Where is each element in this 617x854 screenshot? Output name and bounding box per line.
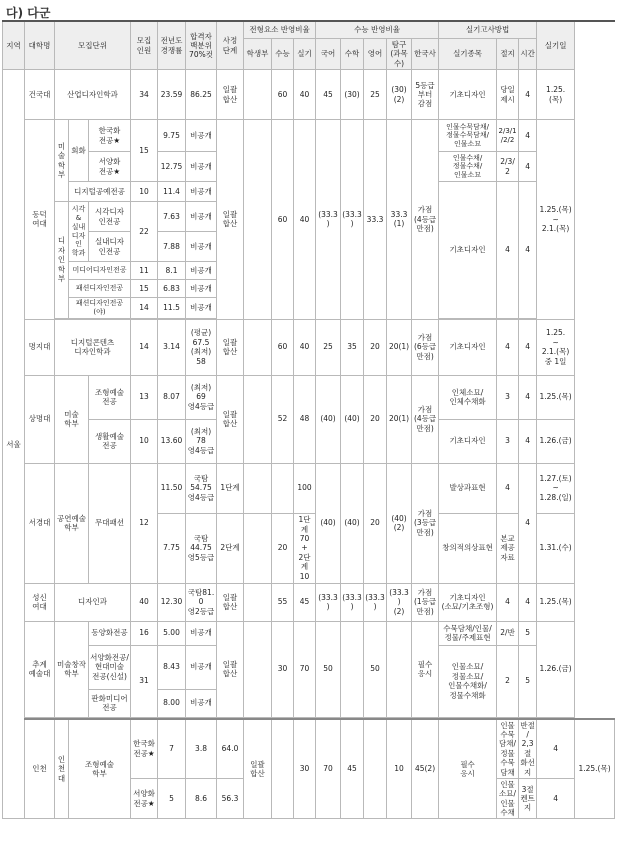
item-cell: 인물수묵담채/ 정물수묵담채	[497, 719, 519, 779]
inq-cell: 20(1)	[387, 319, 412, 375]
item-cell: 인물소묘/ 인물수채	[497, 778, 519, 819]
math-cell	[341, 621, 364, 717]
cut-cell: 비공개	[186, 182, 217, 202]
unit-major: 패션디자인전공(야)	[69, 298, 131, 319]
eng-cell: 20	[364, 375, 387, 463]
school-cell	[244, 70, 272, 120]
hist-cell: 필수 응시	[412, 621, 439, 717]
prac-cell: 48	[294, 375, 316, 463]
comp-cell: 8.6	[186, 778, 217, 819]
cut-cell: 국탐81.0 영2등급	[186, 583, 217, 621]
paper-cell: 4	[497, 319, 519, 375]
univ-cell: 건국대	[25, 70, 55, 120]
header-paper: 절지	[497, 39, 519, 70]
header-ratio-group: 전형요소 반영비율	[244, 21, 316, 39]
time-cell: 4	[537, 719, 575, 779]
stage-cell: 일괄 합산	[217, 621, 244, 717]
header-item: 실기종목	[439, 39, 497, 70]
school-cell	[244, 513, 272, 583]
time-cell: 5	[519, 645, 537, 717]
comp-cell: 5.00	[158, 621, 186, 645]
time-cell: 5	[519, 621, 537, 645]
cut-cell: 비공개	[186, 645, 217, 689]
univ-cell: 성신 여대	[25, 583, 55, 621]
header-csat: 수능	[272, 39, 294, 70]
cut-cell: (최저) 78 영4등급	[186, 419, 217, 463]
header-prev-comp: 전년도 경쟁률	[158, 21, 186, 70]
school-cell	[244, 463, 272, 513]
eng-cell: 50	[364, 621, 387, 717]
hist-cell: 가점 (3등급 만점)	[412, 463, 439, 583]
table-row	[3, 621, 615, 645]
inq-cell: (30) (2)	[387, 70, 412, 120]
time-cell: 4	[519, 319, 537, 375]
prac-cell: 40	[294, 319, 316, 375]
table-row	[3, 583, 615, 621]
header-quota: 모집 인원	[131, 21, 158, 70]
kor-cell: 45	[341, 719, 364, 819]
time-cell: 4	[519, 70, 537, 120]
eng-cell: (33.3)	[364, 583, 387, 621]
quota-cell: 12	[131, 463, 158, 583]
kor-cell: 50	[316, 621, 341, 717]
item-cell: 인물수채/정물수채/인물소묘	[439, 152, 497, 182]
univ-cell: 상명대	[25, 375, 55, 463]
prac-cell: 45	[294, 583, 316, 621]
paper-cell: 2/3/1/2/2	[497, 120, 519, 152]
date-cell: 1.25.(목)	[537, 583, 575, 621]
item-cell: 기초디자인	[439, 319, 497, 375]
quota-cell: 31	[131, 645, 158, 717]
cut-cell: 64.0	[217, 719, 244, 779]
stage-cell: 일괄 합산	[217, 70, 244, 120]
stage-cell: 일괄 합산	[217, 319, 244, 375]
quota-cell: 22	[131, 202, 158, 262]
paper-cell: 본교 제공 자료	[497, 513, 519, 583]
cut-cell: 비공개	[186, 621, 217, 645]
quota-cell: 15	[131, 120, 158, 182]
time-cell: 4	[537, 778, 575, 819]
item-cell: 인물수묵담채/정물수묵담채/인물소묘	[439, 120, 497, 152]
item-cell: 기초디자인	[439, 182, 497, 319]
stage-cell: 일괄 합산	[244, 719, 272, 819]
hist-cell: 필수 응시	[439, 719, 497, 819]
quota-cell: 7	[158, 719, 186, 779]
header-eng: 영어	[364, 39, 387, 70]
csat-cell: 52	[272, 375, 294, 463]
comp-cell: 7.75	[158, 513, 186, 583]
math-cell	[364, 719, 387, 819]
admission-table	[2, 20, 615, 819]
csat-cell: 30	[294, 719, 316, 819]
univ-cell: 인천대	[55, 719, 69, 819]
csat-cell: 30	[272, 621, 294, 717]
quota-cell: 40	[131, 583, 158, 621]
kor-cell: (33.3)	[316, 583, 341, 621]
unit-dept: 미술 학부	[55, 375, 89, 463]
table-row	[3, 463, 615, 513]
unit-major: 한국화 전공★	[89, 120, 131, 152]
item-cell: 인물소묘/ 정물소묘/ 인물수채화/ 정물수채화	[439, 645, 497, 717]
stage-cell: 2단계	[217, 513, 244, 583]
unit-cell: 디자인과	[55, 583, 131, 621]
comp-cell: 8.1	[158, 262, 186, 280]
unit-major: 미디어디자인전공	[69, 262, 131, 280]
prac-cell: 70	[316, 719, 341, 819]
cut-cell: 56.3	[217, 778, 244, 819]
eng-cell: 20	[364, 463, 387, 583]
table-row	[3, 719, 615, 779]
table-row	[3, 120, 615, 152]
univ-cell: 추계 예술대	[25, 621, 55, 717]
time-cell: 4	[519, 583, 537, 621]
unit-sub-vis: 시각& 실내 디자인 학과	[69, 202, 89, 262]
item-cell: 기초디자인 (소묘/기초조형)	[439, 583, 497, 621]
item-cell: 기초디자인	[439, 419, 497, 463]
header-cut: 합격자 백분위 70%컷	[186, 21, 217, 70]
time-cell: 4	[519, 419, 537, 463]
hist-cell: 가점 (4등급 만점)	[412, 120, 439, 320]
paper-cell: 3	[497, 375, 519, 419]
unit-major: 서양화전공/ 현대미술 전공(신설)	[89, 645, 131, 689]
header-math: 수학	[341, 39, 364, 70]
school-cell	[244, 375, 272, 463]
comp-cell: 3.14	[158, 319, 186, 375]
unit-major: 서양화전공★	[131, 778, 158, 819]
stage-cell: 일괄 합산	[217, 375, 244, 463]
quota-cell: 10	[131, 182, 158, 202]
stage-cell: 1단계	[217, 463, 244, 513]
quota-cell: 5	[158, 778, 186, 819]
eng-cell: 20	[364, 319, 387, 375]
comp-cell: 3.8	[186, 719, 217, 779]
unit-major: 패션디자인전공	[69, 280, 131, 298]
date-cell: 1.26.(금)	[537, 419, 575, 463]
time-cell: 4	[519, 120, 537, 152]
eng-cell: 25	[364, 70, 387, 120]
admission-table-wrapper	[2, 20, 615, 819]
comp-cell: 7.63	[158, 202, 186, 232]
paper-cell: 2/3/2	[497, 152, 519, 182]
unit-cell: 산업디자인학과	[55, 70, 131, 120]
csat-cell: 60	[272, 319, 294, 375]
header-region: 지역	[3, 21, 25, 70]
inq-cell: 20(1)	[387, 375, 412, 463]
univ-cell: 명지대	[25, 319, 55, 375]
cut-cell: 86.25	[186, 70, 217, 120]
unit-major: 서양화 전공★	[89, 152, 131, 182]
unit-major: 시각디자 인전공	[89, 202, 131, 232]
math-cell: (40)	[341, 375, 364, 463]
header-stage: 사정 단계	[217, 21, 244, 70]
comp-cell: 6.83	[158, 280, 186, 298]
cut-cell: (최저) 69 영4등급	[186, 375, 217, 419]
comp-cell: 12.30	[158, 583, 186, 621]
header-inq: 탐구 (과목수)	[387, 39, 412, 70]
item-cell: 창의적의상표현	[439, 513, 497, 583]
hist-cell: 가점 (4등급 만점)	[412, 375, 439, 463]
paper-cell: 3절 켄트지	[519, 778, 537, 819]
hist-cell: 가점 (6등급 만점)	[412, 319, 439, 375]
hist-cell: 가점 (1등급 만점)	[412, 583, 439, 621]
comp-cell: 8.07	[158, 375, 186, 419]
time-cell: 4	[519, 375, 537, 419]
csat-cell	[272, 463, 294, 513]
cut-cell: 비공개	[186, 202, 217, 232]
comp-cell: 11.50	[158, 463, 186, 513]
date-cell: 1.25. ~ 2.1.(목) 중 1일	[537, 319, 575, 375]
quota-cell: 10	[131, 419, 158, 463]
kor-cell: (40)	[316, 375, 341, 463]
region-seoul: 서울	[3, 70, 25, 819]
prac-cell: 100	[294, 463, 316, 513]
date-cell: 1.25.(목)	[537, 375, 575, 419]
csat-cell: 60	[272, 120, 294, 320]
header-csat-group: 수능 반영비율	[316, 21, 439, 39]
unit-major: 한국화전공★	[131, 719, 158, 779]
eng-cell: 10	[387, 719, 412, 819]
unit-major: 실내디자 인전공	[89, 232, 131, 262]
math-cell: (40)	[341, 463, 364, 583]
comp-cell: 23.59	[158, 70, 186, 120]
time-cell: 4	[519, 182, 537, 319]
unit-cell: 디지털콘텐츠 디자인학과	[55, 319, 131, 375]
unit-group-design: 디 자 인 학 부	[55, 202, 69, 319]
header-hist: 한국사	[412, 39, 439, 70]
paper-cell: 반절/ 2,3절 화선지	[520, 720, 535, 777]
math-cell: (30)	[341, 70, 364, 120]
hist-cell: 5등급 부터 감점	[412, 70, 439, 120]
paper-cell: 2/반	[497, 621, 519, 645]
univ-cell: 동덕 여대	[25, 120, 55, 320]
unit-major: 생활예술 전공	[89, 419, 131, 463]
header-kor: 국어	[316, 39, 341, 70]
table-row	[3, 70, 615, 120]
cut-cell: 비공개	[186, 689, 217, 717]
date-cell: 1.25.(목)	[575, 719, 615, 819]
unit-group-art: 미 술 학 부	[55, 120, 69, 202]
unit-dept: 미술창작 학부	[55, 621, 89, 717]
paper-cell: 당일 제시	[497, 70, 519, 120]
stage-cell: 일괄 합산	[217, 583, 244, 621]
unit-major: 판화미디어 전공	[89, 689, 131, 717]
time-cell: 4	[519, 152, 537, 182]
inq-cell: 45(2)	[412, 719, 439, 819]
header-unit: 모집단위	[55, 21, 131, 70]
cut-cell: 비공개	[186, 152, 217, 182]
table-row	[3, 319, 615, 375]
math-cell: (33.3)	[341, 583, 364, 621]
cut-cell: 비공개	[186, 232, 217, 262]
date-cell: 1.26.(금)	[537, 621, 575, 717]
kor-cell: 45	[316, 70, 341, 120]
cut-cell: 비공개	[186, 262, 217, 280]
stage-cell: 일괄 합산	[217, 120, 244, 320]
math-cell: 35	[341, 319, 364, 375]
cut-cell: 국탐 44.75 영5등급	[186, 513, 217, 583]
unit-dept: 조형예술 학부	[69, 719, 131, 819]
table-row	[3, 375, 615, 419]
school-cell	[244, 583, 272, 621]
cut-cell: 비공개	[186, 120, 217, 152]
header-time: 시간	[519, 39, 537, 70]
comp-cell: 7.88	[158, 232, 186, 262]
kor-cell: (33.3)	[316, 120, 341, 320]
comp-cell: 8.43	[158, 645, 186, 689]
region-incheon: 인천	[25, 719, 55, 819]
cut-cell: 국탐 54.75 영4등급	[186, 463, 217, 513]
csat-cell: 60	[272, 70, 294, 120]
unit-major: 디지털공예전공	[69, 182, 131, 202]
header-univ: 대학명	[25, 21, 55, 70]
paper-cell: 2	[497, 645, 519, 717]
quota-cell: 14	[131, 298, 158, 319]
time-cell: 4	[519, 463, 537, 583]
eng-cell: 33.3	[364, 120, 387, 320]
prac-cell: 40	[294, 120, 316, 320]
quota-cell: 13	[131, 375, 158, 419]
item-cell: 인체소묘/ 인체수채화	[439, 375, 497, 419]
date-cell: 1.25.(목) ~ 2.1.(목)	[537, 120, 575, 320]
item-cell: 발상과표현	[439, 463, 497, 513]
item-cell: 기초디자인	[439, 70, 497, 120]
inq-cell	[387, 621, 412, 717]
csat-cell: 20	[272, 513, 294, 583]
quota-cell: 15	[131, 280, 158, 298]
school-cell	[244, 120, 272, 320]
quota-cell: 14	[131, 319, 158, 375]
quota-cell: 11	[131, 262, 158, 280]
comp-cell: 12.75	[158, 152, 186, 182]
header-practical: 실기	[294, 39, 316, 70]
school-cell	[272, 719, 294, 819]
comp-cell: 11.5	[158, 298, 186, 319]
math-cell: (33.3)	[341, 120, 364, 320]
unit-major: 조형예술 전공	[89, 375, 131, 419]
unit-sub-painting: 회화	[69, 120, 89, 182]
univ-cell: 서경대	[25, 463, 55, 583]
cut-cell: 비공개	[186, 280, 217, 298]
comp-cell: 13.60	[158, 419, 186, 463]
unit-major: 동양화전공	[89, 621, 131, 645]
school-cell	[244, 319, 272, 375]
inq-cell: 33.3 (1)	[387, 120, 412, 320]
paper-cell: 4	[497, 463, 519, 513]
prac-cell: 1단계 70 + 2단계 10	[294, 513, 316, 583]
cut-cell: 비공개	[186, 298, 217, 319]
comp-cell: 11.4	[158, 182, 186, 202]
cut-cell: (평균) 67.5 (최저) 58	[186, 319, 217, 375]
csat-cell: 55	[272, 583, 294, 621]
comp-cell: 8.00	[158, 689, 186, 717]
school-cell	[244, 621, 272, 717]
page-title: 다) 다군	[6, 6, 51, 20]
paper-cell: 4	[497, 182, 519, 319]
date-cell: 1.27.(토) ~ 1.28.(일)	[537, 463, 575, 513]
unit-dept: 공연예술 학부	[55, 463, 89, 583]
kor-cell: 25	[316, 319, 341, 375]
prac-cell: 40	[294, 70, 316, 120]
header-method-group: 실기고사방법	[439, 21, 537, 39]
inq-cell: (33.3) (2)	[387, 583, 412, 621]
prac-cell: 70	[294, 621, 316, 717]
paper-cell: 4	[497, 583, 519, 621]
comp-cell: 9.75	[158, 120, 186, 152]
quota-cell: 34	[131, 70, 158, 120]
header-school: 학생부	[244, 39, 272, 70]
inq-cell: (40) (2)	[387, 463, 412, 583]
date-cell: 1.25. (목)	[537, 70, 575, 120]
header-date: 실기일	[537, 21, 575, 70]
quota-cell: 16	[131, 621, 158, 645]
kor-cell: (40)	[316, 463, 341, 583]
unit-major: 무대패션	[89, 463, 131, 583]
item-cell: 수묵담채/인물/ 정물/주제표현	[439, 621, 497, 645]
date-cell: 1.31.(수)	[537, 513, 575, 583]
paper-cell: 3	[497, 419, 519, 463]
